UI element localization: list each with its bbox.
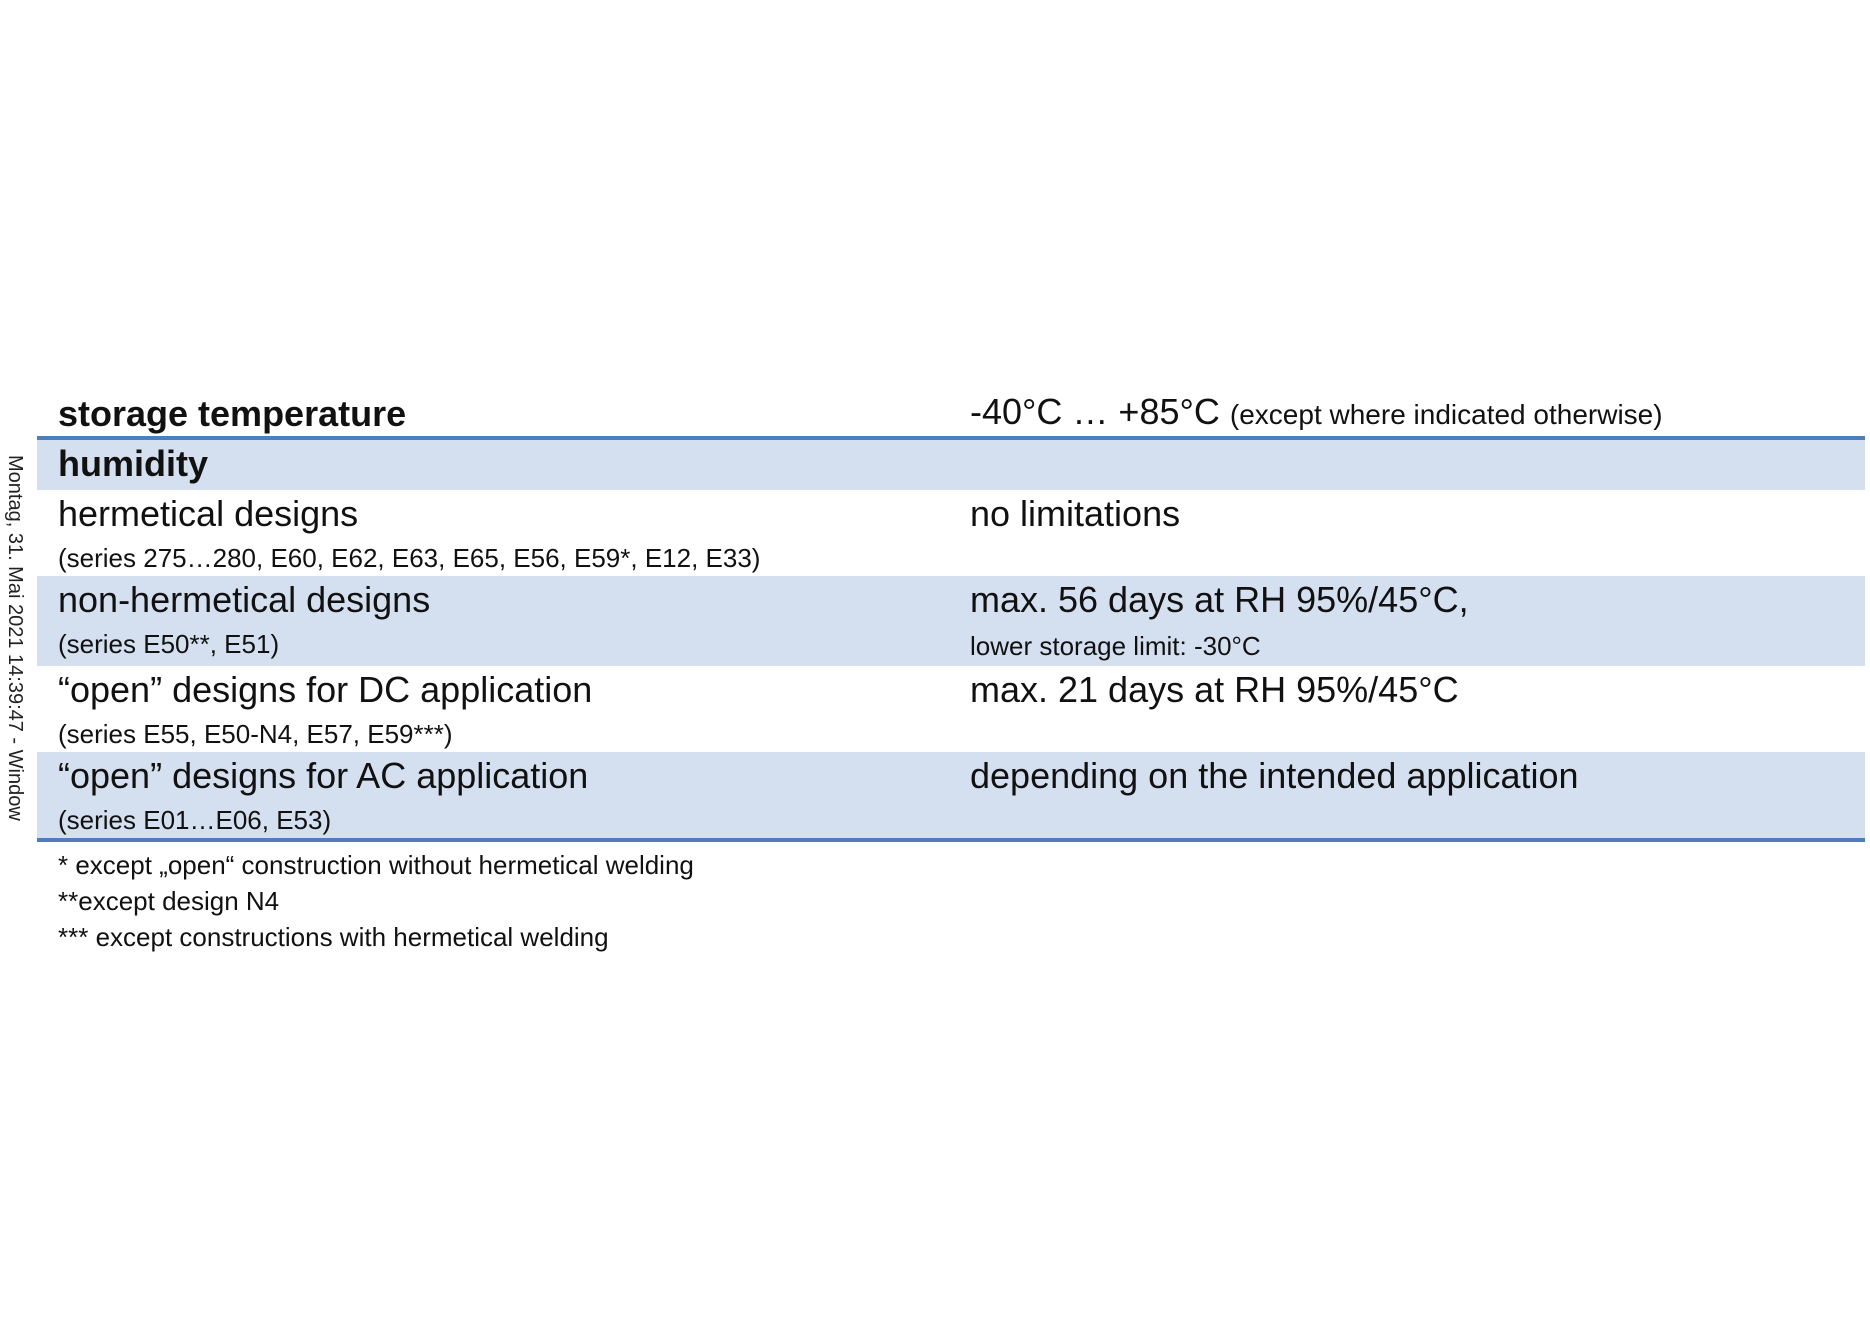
footnotes [58,847,694,955]
row-value: max. 21 days at RH 95%/45°C [970,669,1459,710]
row-value-note: lower storage limit: -30°C [970,631,1261,661]
row-series: (series E55, E50-N4, E57, E59***) [58,719,453,749]
row-series: (series E50**, E51) [58,629,280,659]
row-series: (series E01…E06, E53) [58,805,332,835]
storage-conditions-table [37,390,1865,842]
table-row [37,752,1865,838]
row-label-cell [58,578,938,660]
bottom-rule [37,838,1865,842]
footnote: **except design N4 [58,886,280,916]
row-label: hermetical designs [58,493,359,534]
footnote: *** except constructions with hermetical welding [58,922,609,952]
table-row [37,490,1865,576]
table-row [37,576,1865,666]
print-timestamp: Montag, 31. Mai 2021 14:39:47 - Window [4,455,26,821]
row-label: “open” designs for DC application [58,669,593,710]
storage-temperature-row [37,390,1865,436]
humidity-heading: humidity [58,443,208,484]
row-value-cell [970,668,1850,712]
row-value-cell [970,754,1850,798]
row-value: no limitations [970,493,1181,534]
row-label: “open” designs for AC application [58,755,589,796]
row-label: non-hermetical designs [58,579,431,620]
row-label-cell [58,754,938,836]
row-label-cell [58,492,938,574]
humidity-heading-row [37,440,1865,490]
storage-temperature-value-cell [970,390,1850,437]
row-value: max. 56 days at RH 95%/45°C, [970,579,1469,620]
row-value-cell [970,492,1850,536]
footnote: * except „open“ construction without hermetical welding [58,850,694,880]
row-label-cell [58,668,938,750]
row-value: depending on the intended application [970,755,1579,796]
row-series: (series 275…280, E60, E62, E63, E65, E56, E59*, E12, E33) [58,543,761,573]
table-row [37,666,1865,752]
storage-temperature-note: (except where indicated otherwise) [1229,399,1663,430]
row-value-cell [970,578,1850,662]
storage-temperature-value: -40°C … +85°C [970,391,1220,432]
storage-temperature-label: storage temperature [58,393,407,434]
